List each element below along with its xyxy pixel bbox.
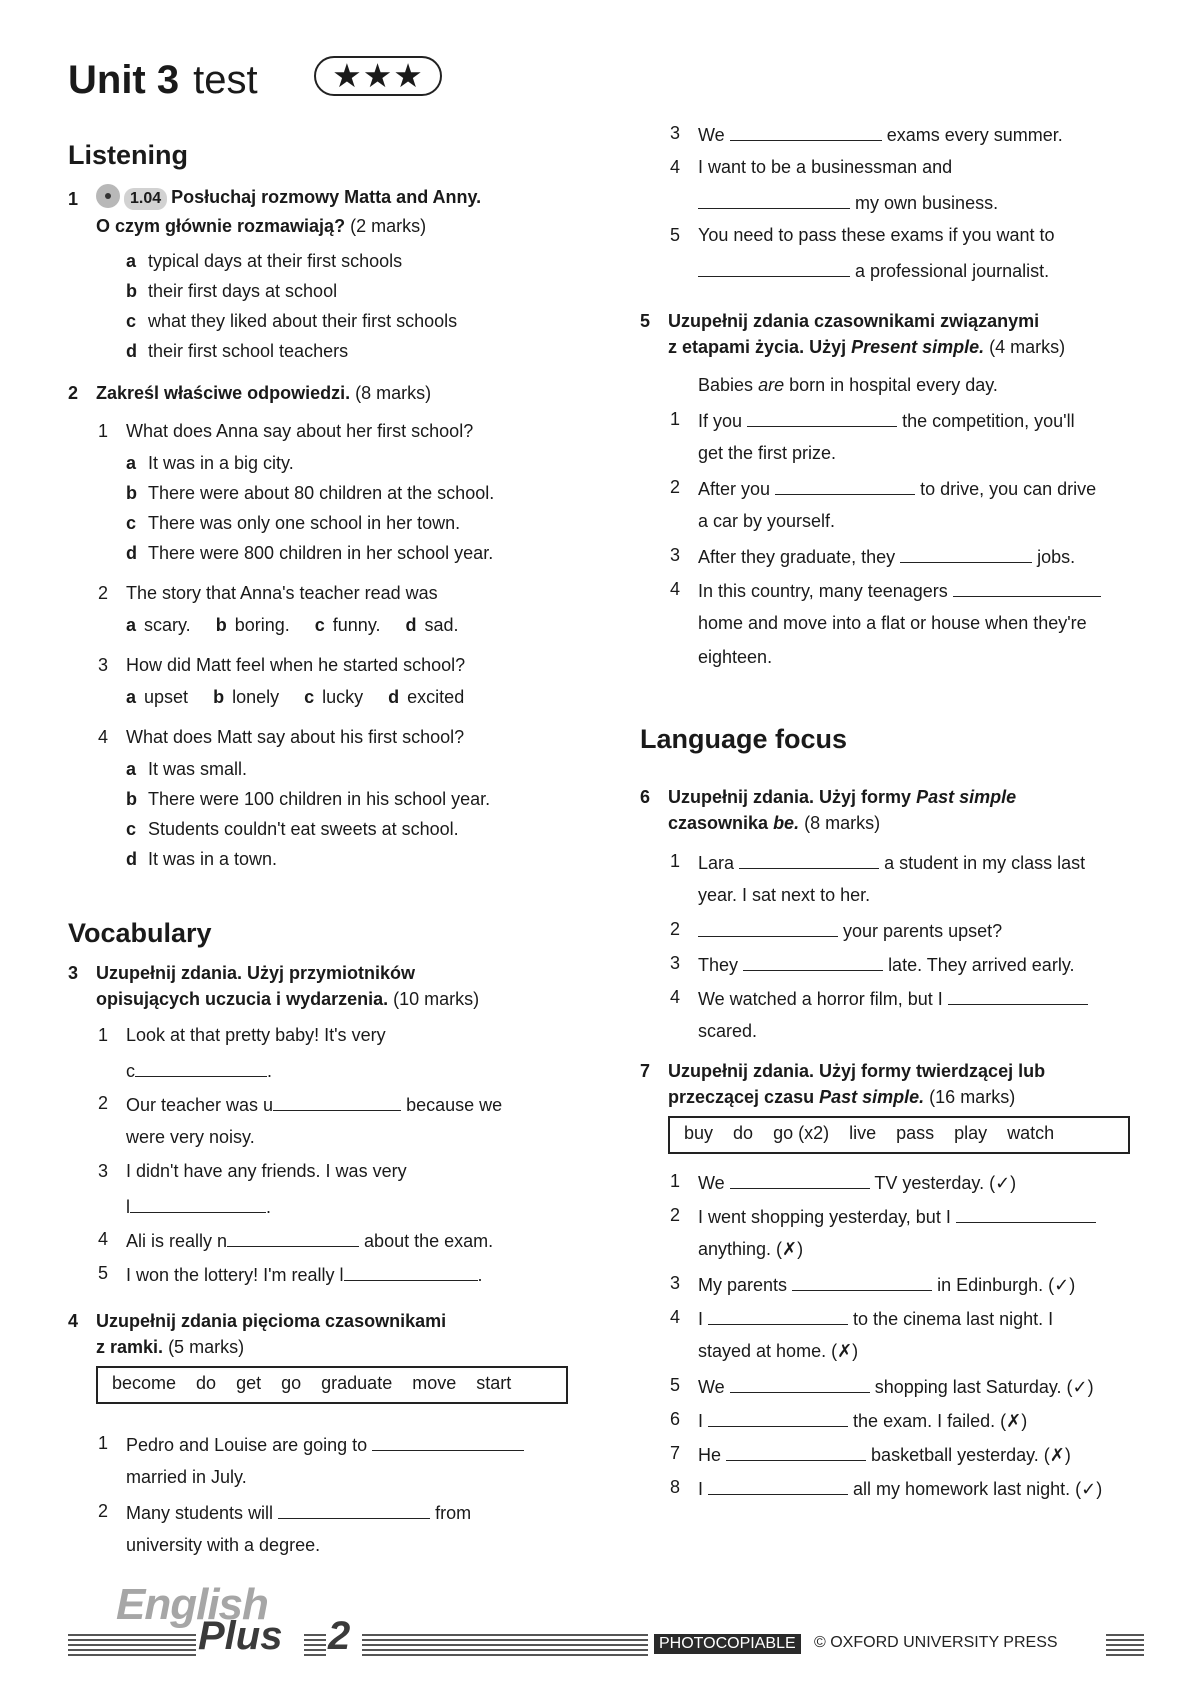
q2-instruction: Zakreśl właściwe odpowiedzi. (8 marks) [96,383,432,403]
q4-instruction: Uzupełnij zdania pięcioma czasownikami [96,1311,447,1331]
q3-instruction: Uzupełnij zdania. Użyj przymiotników [96,963,416,983]
option-letter: a [126,759,137,779]
item-number: 3 [98,655,109,675]
section-listening: Listening [68,140,188,170]
sentence: your parents upset? [698,918,1002,942]
sentence: l . [126,1194,271,1218]
item-number: 8 [670,1477,681,1497]
q7-number: 7 [640,1061,651,1081]
answer-blank[interactable] [698,258,850,277]
sentence: Pedro and Louise are going to [126,1432,524,1456]
q5-instruction-2: z etapami życia. Użyj Present simple. (4 marks) [668,337,1066,357]
item-number: 1 [98,1025,109,1045]
option-letter: a [126,453,137,473]
item-number: 4 [670,579,681,599]
publisher-label: © OXFORD UNIVERSITY PRESS [814,1634,1058,1651]
option-letter: d [126,849,137,869]
answer-blank[interactable] [747,408,897,427]
question-text: The story that Anna's teacher read was [126,583,438,603]
option-text: There were about 80 children at the school. [148,483,495,503]
answer-blank[interactable] [730,1374,870,1393]
q6-number: 6 [640,787,651,807]
sentence: get the first prize. [698,443,837,463]
sentence: If you the competition, you'll [698,408,1075,432]
option-text: It was small. [148,759,248,779]
option: a scary. [126,615,191,635]
option-text: It was in a town. [148,849,278,869]
item-number: 2 [670,1205,681,1225]
word: do [733,1123,754,1143]
sentence: I won the lottery! I'm really l . [126,1262,483,1286]
q2-number: 2 [68,383,79,403]
item-number: 1 [98,421,109,441]
word: do [196,1373,217,1393]
answer-blank[interactable] [227,1228,359,1247]
sentence: Many students will from [126,1500,471,1524]
sentence: eighteen. [698,647,773,667]
question-text: What does Matt say about his first school? [126,727,465,747]
sentence: After you to drive, you can drive [698,476,1096,500]
option-letter: c [126,513,137,533]
logo-plus: Plus [198,1614,283,1658]
item-number: 1 [670,1171,681,1191]
option-text: Students couldn't eat sweets at school. [148,819,459,839]
stripes-decoration [68,1634,196,1656]
q1-number: 1 [68,189,79,209]
sentence: We exams every summer. [698,122,1063,146]
footer [68,1580,1148,1670]
sentence: I the exam. I failed. (✗) [698,1408,1027,1432]
stripes-decoration [304,1634,326,1656]
page-title: Unit 3 test [68,58,258,102]
option-letter: d [126,543,137,563]
sentence: We shopping last Saturday. (✓) [698,1374,1094,1398]
option-text: There was only one school in her town. [148,513,461,533]
track-number: 1.04 [124,188,167,210]
item-number: 3 [670,1273,681,1293]
sentence: scared. [698,1021,758,1041]
option-letter: a [126,251,137,271]
item-number: 3 [670,953,681,973]
option-letter: c [126,819,137,839]
option: d excited [388,687,465,707]
sentence: anything. (✗) [698,1239,804,1259]
question-text: What does Anna say about her first school? [126,421,474,441]
answer-blank[interactable] [273,1092,401,1111]
word: start [476,1373,512,1393]
answer-blank[interactable] [372,1432,524,1451]
item-number: 3 [670,123,681,143]
answer-blank[interactable] [948,986,1088,1005]
item-number: 4 [670,1307,681,1327]
answer-blank[interactable] [698,918,838,937]
item-number: 6 [670,1409,681,1429]
sentence: I didn't have any friends. I was very [126,1161,407,1181]
q5-number: 5 [640,311,651,331]
item-number: 2 [670,919,681,939]
option-text: their first school teachers [148,341,349,361]
option: b lonely [213,687,280,707]
sentence: year. I sat next to her. [698,885,871,905]
q5-instruction: Uzupełnij zdania czasownikami związanymi [668,311,1040,331]
sentence: I want to be a businessman and [698,157,953,177]
item-number: 2 [98,1501,109,1521]
item-number: 7 [670,1443,681,1463]
sentence: I went shopping yesterday, but I [698,1204,1096,1228]
item-number: 2 [670,477,681,497]
option-letter: b [126,789,137,809]
word: become [112,1373,177,1393]
sentence: They late. They arrived early. [698,952,1074,976]
word: pass [896,1123,935,1143]
option-letter: c [126,311,137,331]
answer-blank[interactable] [743,952,883,971]
logo-english: English [116,1580,268,1629]
option-letter: b [126,281,137,301]
difficulty-stars-icon: ★★★ [314,56,442,96]
option-text: typical days at their first schools [148,251,403,271]
answer-blank[interactable] [135,1058,267,1077]
answer-blank[interactable] [730,122,882,141]
sentence: Lara a student in my class last [698,850,1085,874]
item-number: 2 [98,583,109,603]
sentence: He basketball yesterday. (✗) [698,1442,1071,1466]
option-letter: b [126,483,137,503]
sentence: university with a degree. [126,1535,321,1555]
q3-instruction-2: opisujących uczucia i wydarzenia. (10 marks) [96,989,480,1009]
sentence: stayed at home. (✗) [698,1341,859,1361]
word: go [281,1373,302,1393]
q7-instruction: Uzupełnij zdania. Użyj formy twierdzącej lub [668,1061,1046,1081]
answer-blank[interactable] [708,1306,848,1325]
word: move [412,1373,457,1393]
option-row [126,614,479,636]
sentence: We TV yesterday. (✓) [698,1170,1016,1194]
stripes-decoration [362,1634,648,1656]
answer-blank[interactable] [775,476,915,495]
sentence: a car by yourself. [698,511,836,531]
answer-blank[interactable] [278,1500,430,1519]
word: watch [1007,1123,1055,1143]
option: b boring. [215,615,290,635]
sentence: Our teacher was u because we [126,1092,502,1116]
answer-blank[interactable] [708,1408,848,1427]
word: play [954,1123,988,1143]
q6-instruction: Uzupełnij zdania. Użyj formy Past simple [668,787,1017,807]
stripes-decoration [1106,1634,1144,1656]
example-sentence: Babies are born in hospital every day. [698,375,998,395]
word: live [849,1123,877,1143]
logo-two: 2 [328,1614,351,1658]
sentence: Look at that pretty baby! It's very [126,1025,386,1045]
answer-blank[interactable] [344,1262,478,1281]
q6-instruction-2: czasownika be. (8 marks) [668,813,881,833]
option-text: their first days at school [148,281,338,301]
q3-number: 3 [68,963,79,983]
answer-blank[interactable] [900,544,1032,563]
option: c funny. [314,615,381,635]
section-language-focus: Language focus [640,724,848,754]
item-number: 1 [670,409,681,429]
item-number: 4 [670,157,681,177]
answer-blank[interactable] [730,1170,870,1189]
photocopiable-label: PHOTOCOPIABLE [654,1634,801,1654]
word: buy [684,1123,714,1143]
question-text: How did Matt feel when he started school? [126,655,466,675]
sentence: We watched a horror film, but I [698,986,1088,1010]
item-number: 1 [670,851,681,871]
answer-blank[interactable] [708,1476,848,1495]
item-number: 2 [98,1093,109,1113]
item-number: 4 [670,987,681,1007]
option-text: what they liked about their first schools [148,311,458,331]
sentence: home and move into a flat or house when they're [698,613,1087,633]
item-number: 4 [98,727,109,747]
item-number: 3 [670,545,681,565]
sentence: You need to pass these exams if you want to [698,225,1055,245]
word-box [668,1116,1130,1154]
item-number: 5 [98,1263,109,1283]
option-row [126,686,484,708]
q4-number: 4 [68,1311,79,1331]
item-number: 1 [98,1433,109,1453]
sentence: my own business. [698,190,998,214]
q1-instruction-2: O czym głównie rozmawiają? (2 marks) [96,216,427,236]
option: d sad. [405,615,459,635]
answer-blank[interactable] [953,578,1101,597]
section-vocabulary: Vocabulary [68,918,212,948]
option-text: It was in a big city. [148,453,294,473]
sentence: My parents in Edinburgh. (✓) [698,1272,1075,1296]
option-text: There were 800 children in her school year. [148,543,494,563]
item-number: 4 [98,1229,109,1249]
word-box [96,1366,568,1404]
sentence: In this country, many teenagers [698,578,1101,602]
option: a upset [126,687,189,707]
sentence: I all my homework last night. (✓) [698,1476,1102,1500]
answer-blank[interactable] [792,1272,932,1291]
sentence: married in July. [126,1467,247,1487]
sentence: were very noisy. [126,1127,255,1147]
item-number: 3 [98,1161,109,1181]
q7-instruction-2: przeczącej czasu Past simple. (16 marks) [668,1087,1016,1107]
option: c lucky [304,687,364,707]
word: go (x2) [773,1123,830,1143]
q1-instruction: 1.04 Posłuchaj rozmowy Matta and Anny. [96,186,481,210]
item-number: 5 [670,1375,681,1395]
item-number: 5 [670,225,681,245]
sentence: c . [126,1058,272,1082]
word: get [236,1373,262,1393]
word: graduate [321,1373,393,1393]
option-text: There were 100 children in his school year. [148,789,491,809]
answer-blank[interactable] [698,190,850,209]
sentence: After they graduate, they jobs. [698,544,1075,568]
answer-blank[interactable] [956,1204,1096,1223]
option-letter: d [126,341,137,361]
answer-blank[interactable] [726,1442,866,1461]
sentence: a professional journalist. [698,258,1049,282]
audio-cd-icon [96,184,120,208]
sentence: Ali is really n about the exam. [126,1228,493,1252]
answer-blank[interactable] [130,1194,266,1213]
q4-instruction-2: z ramki. (5 marks) [96,1337,245,1357]
answer-blank[interactable] [739,850,879,869]
sentence: I to the cinema last night. I [698,1306,1053,1330]
